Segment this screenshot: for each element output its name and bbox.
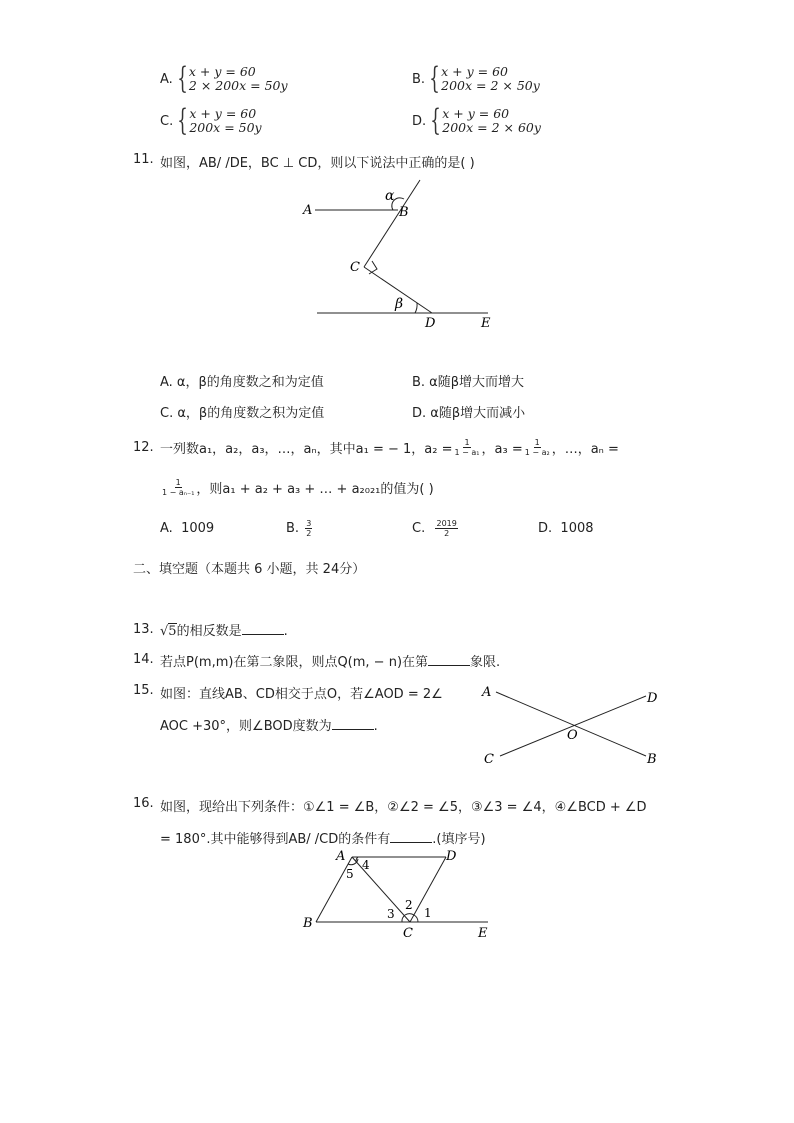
fraction-a2: $\frac{1}{\text{1 − a₁}}$ <box>454 437 480 457</box>
point-label-e: E <box>478 926 488 941</box>
brace: { <box>177 61 188 96</box>
question-stem-line2: $\frac{1}{\text{1 − aₙ₋₁}}$ ，则a₁ + a₂ + a₃ + … + a₂₀₂₁的值为( ) <box>162 477 434 497</box>
option-b-q12: B. $\frac{3}{2}$ <box>286 518 312 538</box>
point-label-e: E <box>481 316 491 331</box>
option-b-q11: B. α随β增大而增大 <box>412 375 525 390</box>
option-b-q10: B. { x + y = 60 200x = 2 × 50y <box>412 61 540 96</box>
point-label-c: C <box>484 752 494 767</box>
point-label-c: C <box>403 926 413 941</box>
angle-label-1: 1 <box>424 906 432 920</box>
section-heading: 二、填空题（本题共 6 小题，共 24分） <box>133 562 366 577</box>
point-label-b: B <box>399 205 409 220</box>
option-c-q11: C. α，β的角度数之积为定值 <box>160 406 325 421</box>
option-d-q12: D. 1008 <box>538 521 594 536</box>
point-label-b: B <box>303 916 313 931</box>
question-stem-line1: 如图，现给出下列条件：①∠1 = ∠B，②∠2 = ∠5，③∠3 = ∠4，④∠BCD + ∠D <box>160 800 647 815</box>
answer-blank[interactable] <box>242 622 284 635</box>
figure-q11 <box>295 172 505 337</box>
angle-label-beta: β <box>395 296 404 312</box>
question-number: 12. <box>133 440 154 455</box>
question-number: 14. <box>133 652 154 667</box>
option-a-q12: A. 1009 <box>160 521 215 536</box>
angle-label-3: 3 <box>387 907 395 921</box>
point-label-d: D <box>446 849 457 864</box>
point-label-d: D <box>647 691 658 706</box>
brace: { <box>177 103 189 138</box>
point-label-o: O <box>567 728 578 743</box>
question-stem-line2: = 180°.其中能够得到AB/ /CD的条件有 .(填序号) <box>160 832 486 847</box>
angle-label-5: 5 <box>346 867 354 881</box>
brace: { <box>429 61 440 96</box>
answer-blank[interactable] <box>428 653 470 666</box>
answer-blank[interactable] <box>332 717 374 730</box>
point-label-c: C <box>350 260 360 275</box>
option-c-q12: C. $\frac{2019}{2}$ <box>412 518 457 538</box>
option-d-q10: D. { x + y = 60 200x = 2 × 60y <box>412 103 541 138</box>
angle-label-4: 4 <box>362 858 370 872</box>
question-stem-line1: 如图：直线AB、CD相交于点O，若∠AOD = 2∠ <box>160 687 443 702</box>
question-number: 11. <box>133 152 154 167</box>
option-a-q10: A. { x + y = 60 2 × 200x = 50y <box>160 61 288 96</box>
answer-blank[interactable] <box>390 830 432 843</box>
question-stem-line1: 一列数a₁，a₂，a₃，…，aₙ，其中a₁ = − 1，a₂ = $\frac{1}{\text{1 − a₁}}$ ，a₃ = $\frac{1}{\text{1 − a₂}}$ ，…，aₙ = <box>160 437 619 457</box>
figure-q15 <box>476 680 666 772</box>
question-number: 16. <box>133 796 154 811</box>
figure-q16 <box>298 845 498 945</box>
fraction-a3: $\frac{1}{\text{1 − a₂}}$ <box>524 437 550 457</box>
question-stem: 若点P(m,m)在第二象限，则点Q(m, − n)在第 象限. <box>160 655 501 670</box>
question-stem: 如图，AB/ /DE，BC ⊥ CD，则以下说法中正确的是( ) <box>160 156 475 171</box>
question-number: 13. <box>133 622 154 637</box>
fraction-an: $\frac{1}{\text{1 − aₙ₋₁}}$ <box>162 477 195 497</box>
option-a-q11: A. α，β的角度数之和为定值 <box>160 375 324 390</box>
question-stem-line2: AOC +30°，则∠BOD度数为 . <box>160 719 378 734</box>
point-label-a: A <box>336 849 346 864</box>
brace: { <box>430 103 441 138</box>
point-label-a: A <box>303 203 313 218</box>
sqrt-symbol: √ <box>160 624 169 639</box>
point-label-a: A <box>482 685 492 700</box>
point-label-d: D <box>425 316 436 331</box>
angle-label-2: 2 <box>405 898 413 912</box>
option-d-q11: D. α随β增大而减小 <box>412 406 526 421</box>
question-stem: √5的相反数是 . <box>160 624 288 639</box>
question-number: 15. <box>133 683 154 698</box>
option-c-q10: C. { x + y = 60 200x = 50y <box>160 103 262 138</box>
angle-label-alpha: α <box>385 188 395 204</box>
point-label-b: B <box>647 752 657 767</box>
